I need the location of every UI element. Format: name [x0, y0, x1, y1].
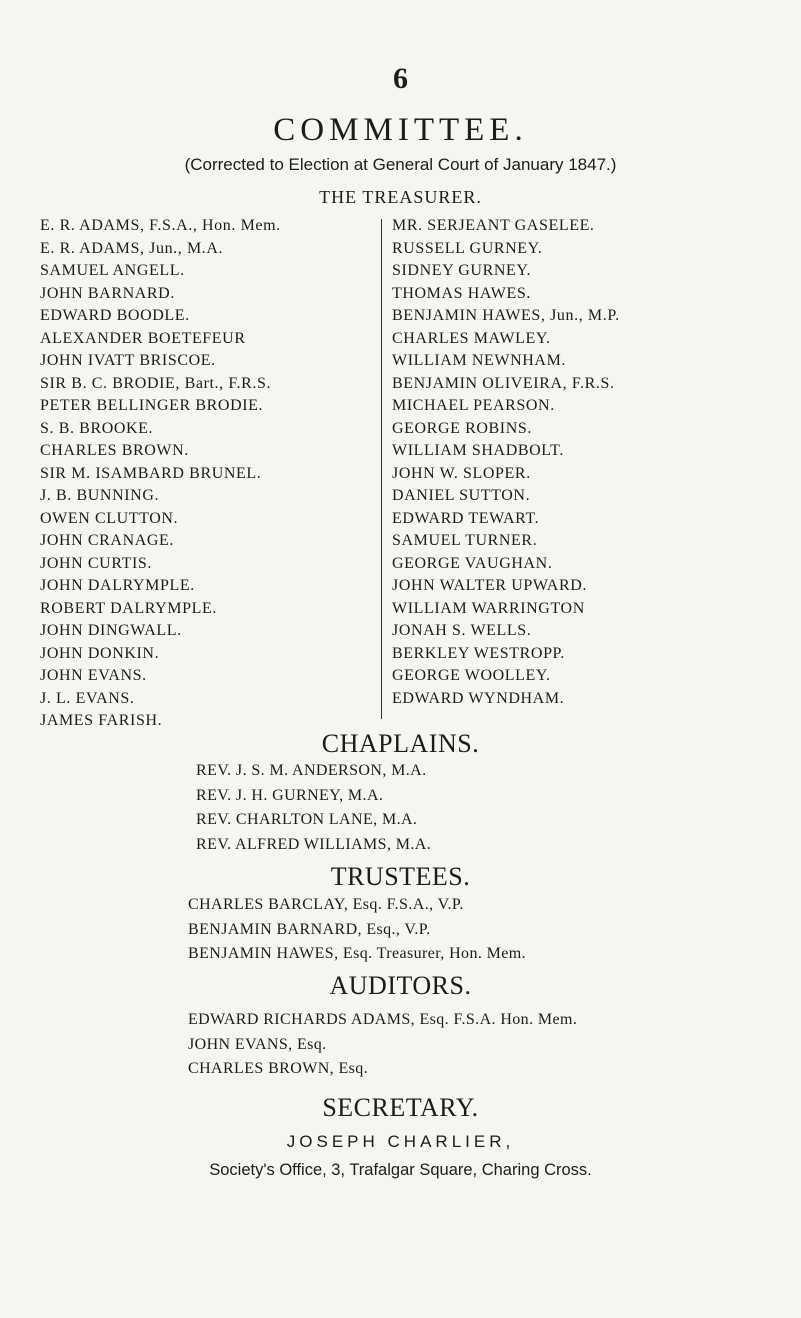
chaplain-entry: REV. CHARLTON LANE, M.A.: [196, 811, 418, 828]
auditor-entry: CHARLES BROWN, Esq.: [188, 1060, 369, 1077]
committee-member: BENJAMIN OLIVEIRA, F.R.S.: [392, 374, 615, 392]
committee-member: JAMES FARISH.: [40, 712, 163, 729]
secretary-name: JOSEPH CHARLIER,: [286, 1132, 515, 1151]
committee-member: GEORGE VAUGHAN.: [392, 554, 553, 572]
chaplain-entry: REV. J. S. M. ANDERSON, M.A.: [196, 762, 427, 779]
trustee-entry: CHARLES BARCLAY, Esq. F.S.A., V.P.: [188, 896, 464, 913]
auditor-entry: JOHN EVANS, Esq.: [188, 1035, 327, 1053]
committee-member: BENJAMIN HAWES, Jun., M.P.: [392, 307, 620, 324]
page-subtitle: (Corrected to Election at General Court of January 1847.): [184, 155, 617, 174]
secretary-heading: SECRETARY.: [322, 1093, 479, 1122]
committee-member: SIR M. ISAMBARD BRUNEL.: [40, 464, 262, 482]
auditors-list: [188, 1008, 577, 1082]
treasurer-line: THE TREASURER.: [319, 187, 482, 207]
auditors-heading: AUDITORS.: [329, 971, 472, 1000]
committee-member: J. B. BUNNING.: [40, 487, 160, 504]
committee-member: ALEXANDER BOETEFEUR: [40, 329, 246, 347]
committee-member: E. R. ADAMS, F.S.A., Hon. Mem.: [40, 217, 281, 234]
trustee-entry: BENJAMIN BARNARD, Esq., V.P.: [188, 920, 431, 938]
committee-member: EDWARD TEWART.: [392, 509, 540, 527]
committee-member: JOHN CRANAGE.: [40, 532, 175, 549]
chaplain-entry: REV. ALFRED WILLIAMS, M.A.: [196, 835, 432, 853]
committee-member: THOMAS HAWES.: [392, 284, 531, 302]
committee-member: JOHN DINGWALL.: [40, 622, 182, 639]
committee-member: MICHAEL PEARSON.: [392, 397, 555, 414]
committee-member: PETER BELLINGER BRODIE.: [40, 397, 264, 414]
committee-member: SIDNEY GURNEY.: [392, 262, 532, 279]
chaplains-heading: CHAPLAINS.: [321, 729, 480, 758]
committee-member: J. L. EVANS.: [40, 689, 135, 707]
committee-member: JOHN CURTIS.: [40, 554, 153, 572]
committee-member: JOHN BARNARD.: [40, 284, 175, 302]
committee-member: EDWARD WYNDHAM.: [392, 689, 565, 707]
committee-member: GEORGE WOOLLEY.: [392, 667, 551, 684]
committee-member: SIR B. C. BRODIE, Bart., F.R.S.: [40, 374, 272, 392]
committee-member: E. R. ADAMS, Jun., M.A.: [40, 239, 224, 257]
committee-member: WILLIAM NEWNHAM.: [392, 352, 567, 369]
committee-member: GEORGE ROBINS.: [392, 419, 532, 437]
committee-member: ROBERT DALRYMPLE.: [40, 599, 217, 617]
committee-member: DANIEL SUTTON.: [392, 487, 531, 504]
committee-member: WILLIAM WARRINGTON: [392, 599, 585, 617]
column-divider: [381, 219, 382, 719]
committee-member: JOHN DALRYMPLE.: [40, 577, 195, 594]
trustees-list: [188, 893, 526, 967]
page-title: COMMITTEE.: [273, 112, 528, 148]
committee-member: EDWARD BOODLE.: [40, 307, 190, 324]
committee-member: RUSSELL GURNEY.: [392, 239, 543, 257]
committee-member: WILLIAM SHADBOLT.: [392, 442, 564, 459]
committee-member: JOHN W. SLOPER.: [392, 464, 531, 482]
committee-member: MR. SERJEANT GASELEE.: [392, 217, 595, 234]
committee-member: CHARLES BROWN.: [40, 442, 189, 459]
committee-member: S. B. BROOKE.: [40, 419, 154, 437]
committee-member: JOHN DONKIN.: [40, 644, 160, 662]
committee-member: JOHN IVATT BRISCOE.: [40, 352, 216, 369]
committee-member: SAMUEL TURNER.: [392, 532, 538, 549]
committee-left-column: [40, 215, 281, 733]
committee-member: JOHN WALTER UPWARD.: [392, 577, 587, 594]
committee-member: JONAH S. WELLS.: [392, 622, 532, 639]
page-number: 6: [393, 62, 408, 95]
chaplain-entry: REV. J. H. GURNEY, M.A.: [196, 786, 384, 804]
committee-member: SAMUEL ANGELL.: [40, 262, 185, 279]
trustees-heading: TRUSTEES.: [330, 862, 471, 891]
auditor-entry: EDWARD RICHARDS ADAMS, Esq. F.S.A. Hon. Mem.: [188, 1011, 578, 1028]
committee-right-column: [392, 215, 620, 710]
committee-member: OWEN CLUTTON.: [40, 509, 179, 527]
chaplains-list: [196, 759, 431, 857]
committee-member: CHARLES MAWLEY.: [392, 329, 551, 347]
committee-member: JOHN EVANS.: [40, 667, 147, 684]
secretary-address: Society's Office, 3, Trafalgar Square, Charing Cross.: [209, 1161, 592, 1179]
committee-member: BERKLEY WESTROPP.: [392, 644, 565, 662]
trustee-entry: BENJAMIN HAWES, Esq. Treasurer, Hon. Mem.: [188, 945, 527, 962]
